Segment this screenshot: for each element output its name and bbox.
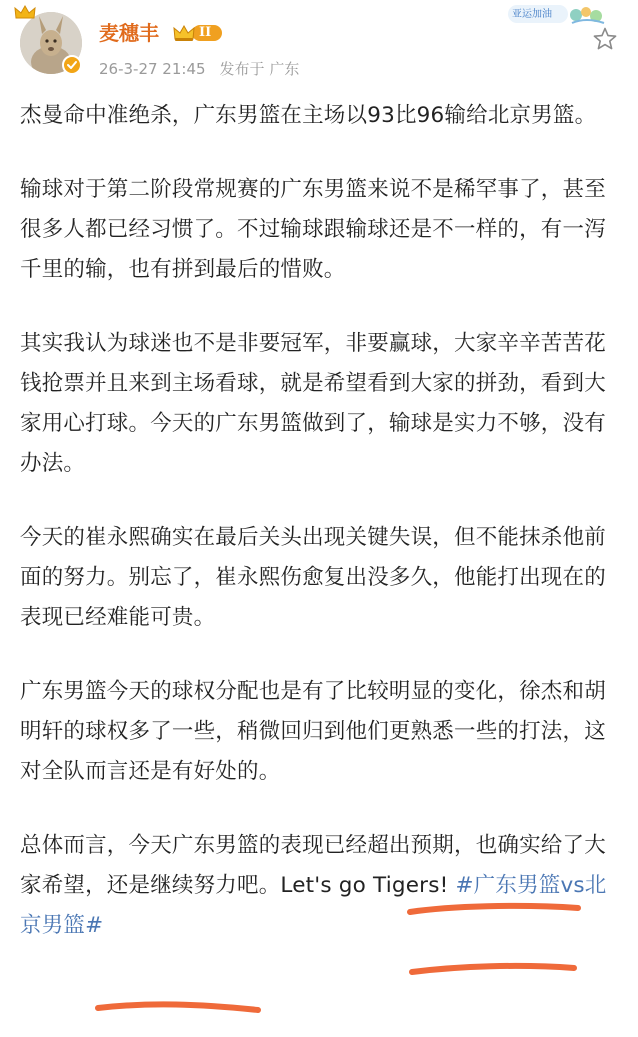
annotation-stroke [98,1004,258,1010]
vip-badge[interactable] [172,23,224,43]
post-paragraph: 今天的崔永熙确实在最后关头出现关键失误，但不能抹杀他前面的努力。别忘了，崔永熙伤愈复出没多久，他能打出现在的表现已经难能可贵。 [20,525,606,630]
promo-label: 亚运加油 [512,9,552,20]
post-paragraph: 广东男篮今天的球权分配也是有了比较明显的变化，徐杰和胡明轩的球权多了一些，稍微回归到他们更熟悉一些的打法，这对全队而言还是有好处的。 [20,679,606,784]
post-paragraph: 其实我认为球迷也不是非要冠军，非要赢球，大家辛辛苦苦花钱抢票并且来到主场看球，就是希望看到大家的拼劲，看到大家用心打球。今天的广东男篮做到了，输球是实力不够，没有办法。 [20,331,606,476]
post-paragraph-final [20,826,620,946]
star-outline-icon [592,26,618,52]
post-meta [99,59,299,79]
annotation-stroke [412,966,574,972]
vip-level: II [199,25,212,40]
post-timestamp: 26-3-27 21:45 [99,60,206,78]
post-body [20,96,620,946]
post-location: 发布于 广东 [219,60,300,78]
promo-banner[interactable] [508,3,608,27]
post-header [0,0,638,90]
post-paragraph: 杰曼命中准绝杀，广东男篮在主场以93比96输给北京男篮。 [20,103,597,128]
final-paragraph-text: 总体而言，今天广东男篮的表现已经超出预期，也确实给了大家希望，还是继续努力吧。Let's go Tigers! [20,833,606,898]
favorite-button[interactable] [592,26,618,52]
vip-badge-icon [172,23,224,43]
username[interactable]: 麦穗丰 [99,21,159,45]
verified-badge-icon [62,55,82,75]
crown-icon [14,4,36,24]
hashtag-link[interactable]: #广东男篮vs北京男篮# [20,873,607,938]
post-paragraph: 输球对于第二阶段常规赛的广东男篮来说不是稀罕事了，甚至很多人都已经习惯了。不过输球跟输球还是不一样的，有一泻千里的输，也有拼到最后的惜败。 [20,177,606,282]
